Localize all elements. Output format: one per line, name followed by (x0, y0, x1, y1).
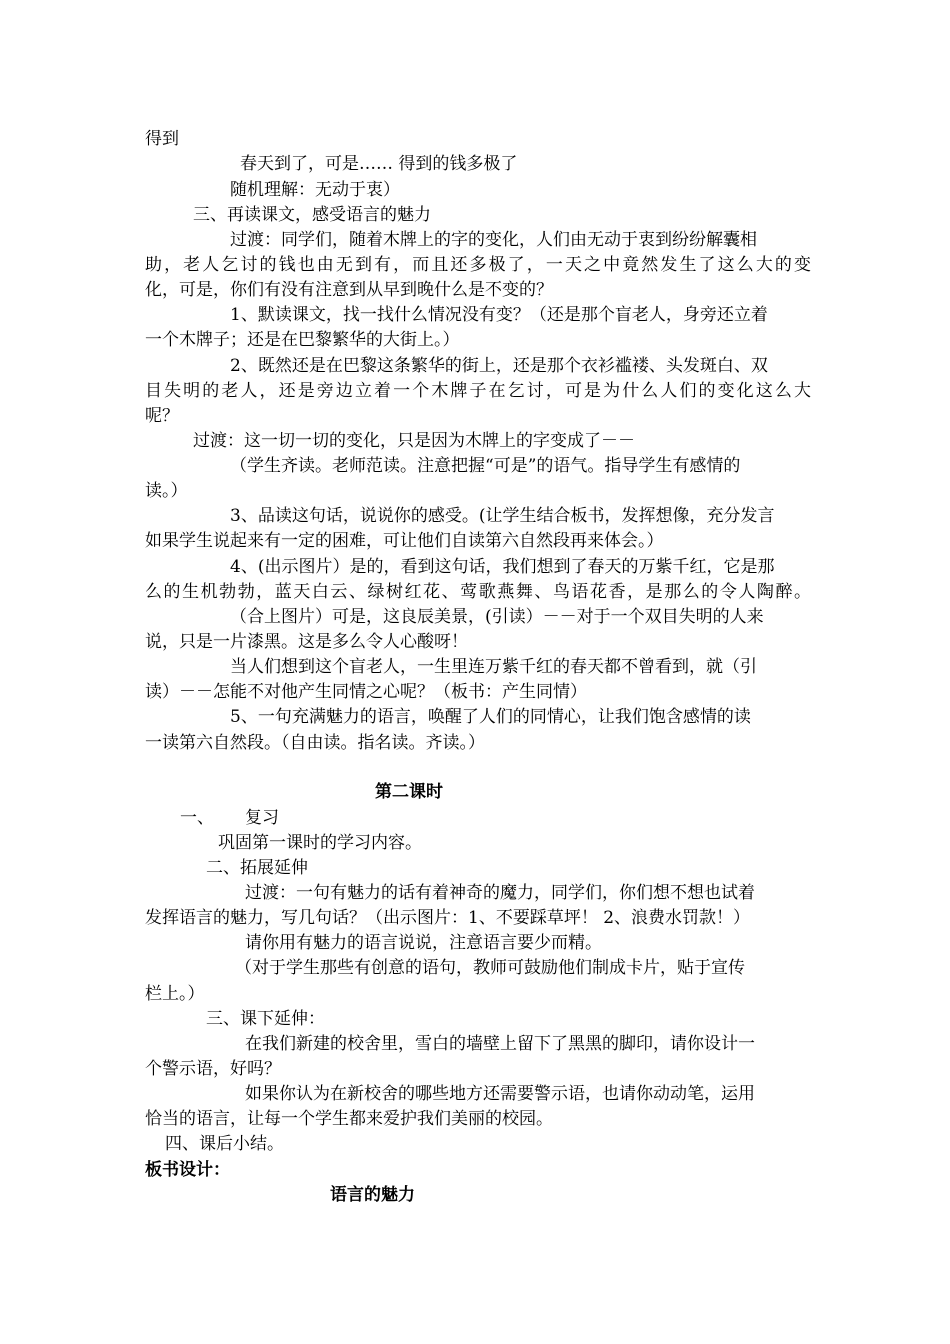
section-heading: 复习 (245, 808, 279, 828)
section-heading: 三、再读课文，感受语言的魅力 (193, 205, 431, 225)
text-line: 请你用有魅力的语言说说，注意语言要少而精。 (245, 933, 602, 953)
text-line: 助，老人乞讨的钱也由无到有，而且还多极了，一天之中竟然发生了这么大的变 (145, 255, 811, 275)
text-line: 读）－－怎能不对他产生同情之心呢？（板书：产生同情） (145, 682, 587, 702)
board-design-title: 语言的魅力 (330, 1185, 415, 1205)
text-line: 一读第六自然段。（自由读。指名读。齐读。） (145, 733, 485, 753)
text-line: 如果学生说起来有一定的困难，可让他们自读第六自然段再来体会。） (145, 531, 664, 551)
text-line: 在我们新建的校舍里，雪白的墙壁上留下了黑黑的脚印，请你设计一 (245, 1034, 755, 1054)
text-line: 5、一句充满魅力的语言，唤醒了人们的同情心，让我们饱含感情的读 (230, 707, 751, 727)
text-line: 栏上。） (145, 984, 205, 1004)
text-line: 4、(出示图片）是的，看到这句话，我们想到了春天的万紫千红，它是那 (230, 557, 775, 577)
text-line: 过渡：这一切一切的变化，只是因为木牌上的字变成了－－ (193, 431, 635, 451)
text-line: 发挥语言的魅力，写几句话？（出示图片：1、不要踩草坪！ 2、浪费水罚款！） (145, 908, 751, 928)
text-line: 过渡：一句有魅力的话有着神奇的魔力，同学们，你们想不想也试着 (245, 883, 755, 903)
text-line: 化，可是，你们有没有注意到从早到晚什么是不变的？ (145, 280, 553, 300)
text-line: 个警示语，好吗？ (145, 1059, 281, 1079)
text-line: 得到 (145, 129, 179, 149)
text-line: 3、品读这句话，说说你的感受。(让学生结合板书，发挥想像，充分发言 (230, 506, 775, 526)
text-line: 说，只是一片漆黑。这是多么令人心酸呀！ (145, 632, 468, 652)
text-line: 目失明的老人，还是旁边立着一个木牌子在乞讨，可是为什么人们的变化这么大 (145, 381, 811, 401)
lesson-heading: 第二课时 (375, 782, 443, 802)
text-line: 一个木牌子；还是在巴黎繁华的大街上。） (145, 330, 460, 350)
section-number: 一、 (180, 808, 214, 828)
text-line: 当人们想到这个盲老人，一生里连万紫千红的春天都不曾看到，就（引 (230, 657, 757, 677)
text-line: 如果你认为在新校舍的哪些地方还需要警示语，也请你动动笔，运用 (245, 1084, 755, 1104)
section-heading: 四、课后小结。 (165, 1134, 284, 1154)
text-line: 1、默读课文，找一找什么情况没有变？（还是那个盲老人，身旁还立着 (230, 305, 768, 325)
text-line: 么的生机勃勃，蓝天白云、绿树红花、莺歌燕舞、鸟语花香，是那么的令人陶醉。 (145, 582, 811, 602)
section-heading: 二、拓展延伸 (206, 858, 308, 878)
section-heading: 三、课下延伸： (206, 1009, 325, 1029)
text-line: （学生齐读。老师范读。注意把握“可是”的语气。指导学生有感情的 (230, 456, 741, 476)
text-line: 读。） (145, 481, 188, 501)
board-design-heading: 板书设计： (145, 1160, 230, 1180)
text-line: 2、既然还是在巴黎这条繁华的街上，还是那个衣衫褴褛、头发斑白、双 (230, 356, 768, 376)
text-line: 过渡：同学们，随着木牌上的字的变化，人们由无动于衷到纷纷解囊相 (230, 230, 757, 250)
text-line: 巩固第一课时的学习内容。 (218, 833, 422, 853)
text-line: 春天到了，可是…… 得到的钱多极了 (240, 154, 518, 174)
text-line: （对于学生那些有创意的语句，教师可鼓励他们制成卡片，贴于宣传 (235, 958, 745, 978)
text-line: 随机理解：无动于衷） (230, 180, 400, 200)
text-line: 呢？ (145, 406, 179, 426)
text-line: （合上图片）可是，这良辰美景，(引读）－－对于一个双目失明的人来 (230, 607, 764, 627)
text-line: 恰当的语言，让每一个学生都来爱护我们美丽的校园。 (145, 1109, 553, 1129)
